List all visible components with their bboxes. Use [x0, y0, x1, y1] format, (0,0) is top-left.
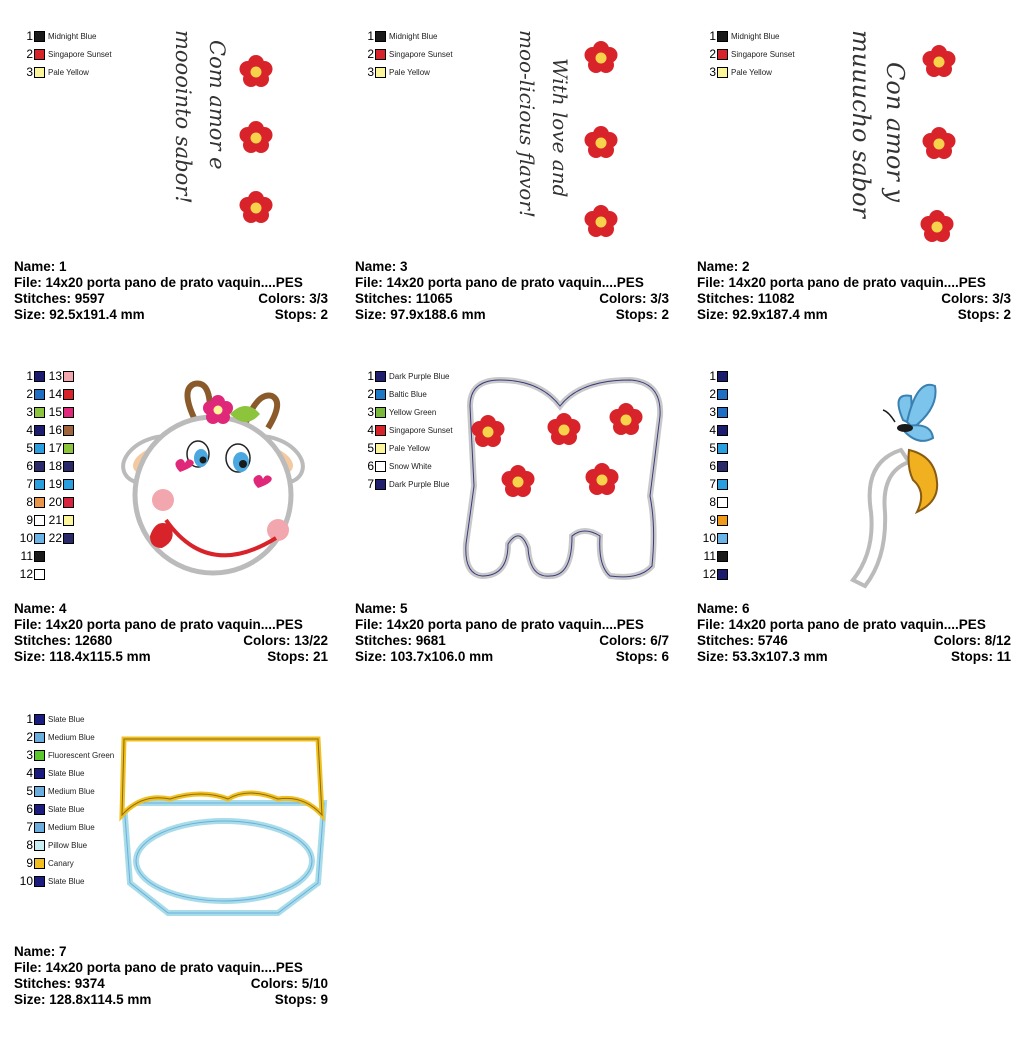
- thread-swatch: [717, 443, 728, 454]
- thread-row: 4 Singapore Sunset: [367, 423, 453, 437]
- thread-swatch: [63, 497, 74, 508]
- thread-swatch: [34, 858, 45, 869]
- thread-swatch: [375, 479, 386, 490]
- thread-swatch: [717, 67, 728, 78]
- thread-row: 7 Medium Blue: [26, 820, 95, 834]
- design-stops: Stops: 21: [267, 649, 328, 664]
- thread-swatch: [34, 425, 45, 436]
- design-info: [355, 259, 669, 323]
- design-name: Name: 7: [14, 944, 67, 959]
- pot-lid-oval: [136, 821, 312, 901]
- script-text-line-1: Con amor y: [881, 62, 909, 203]
- thread-swatch: [34, 786, 45, 797]
- flower-icon: [240, 191, 273, 223]
- thread-swatch: [34, 876, 45, 887]
- tail-tuft: [909, 450, 938, 512]
- thread-swatch: [63, 443, 74, 454]
- thread-swatch: [717, 533, 728, 544]
- thread-swatch: [34, 461, 45, 472]
- thread-swatch: [717, 515, 728, 526]
- thread-palette: [702, 27, 795, 81]
- thread-row: 7 19: [19, 475, 45, 493]
- design-name: Name: 4: [14, 601, 67, 616]
- thread-swatch: [34, 67, 45, 78]
- thread-swatch: [63, 515, 74, 526]
- design-colors: Colors: 8/12: [933, 633, 1011, 648]
- thread-row: 3 Pale Yellow: [709, 65, 772, 79]
- design-card-2[interactable]: [697, 0, 1015, 330]
- design-info: [355, 601, 669, 665]
- thread-row: 6 Snow White: [367, 459, 432, 473]
- thread-row: 3 Yellow Green: [367, 405, 437, 419]
- design-info: [14, 944, 328, 1008]
- cheek-right: [267, 519, 289, 541]
- thread-row: 9: [702, 511, 728, 529]
- thread-row: 2 Singapore Sunset: [26, 47, 112, 61]
- design-colors: Colors: 3/3: [599, 291, 669, 306]
- thread-swatch: [34, 804, 45, 815]
- thread-row: 6: [702, 457, 728, 475]
- thread-row: 1 Midnight Blue: [367, 29, 438, 43]
- script-text-line-2: moo-licious flavor!: [515, 30, 539, 218]
- thread-row: 12: [19, 565, 45, 583]
- thread-swatch: [63, 371, 74, 382]
- design-colors: Colors: 6/7: [599, 633, 669, 648]
- thread-swatch: [375, 67, 386, 78]
- thread-swatch: [63, 425, 74, 436]
- thread-swatch: [34, 443, 45, 454]
- thread-row: 2: [702, 385, 728, 403]
- flower-icon: [921, 210, 954, 242]
- thread-swatch: [34, 31, 45, 42]
- thread-row: 7: [702, 475, 728, 493]
- thread-row: 3 Fluorescent Green: [26, 748, 115, 762]
- design-size: Size: 128.8x114.5 mm: [14, 992, 152, 1007]
- thread-row: 1: [702, 367, 728, 385]
- cow-face-preview: [118, 370, 308, 580]
- thread-swatch: [375, 389, 386, 400]
- thread-row: 9 21: [19, 511, 45, 529]
- script-text-line-1: With love and: [548, 58, 572, 198]
- design-file: File: 14x20 porta pano de prato vaquin....PES: [697, 275, 986, 290]
- design-info: [14, 259, 328, 323]
- thread-row: 8: [702, 493, 728, 511]
- thread-row: 3: [702, 403, 728, 421]
- design-name: Name: 1: [14, 259, 67, 274]
- design-card-4[interactable]: [14, 342, 332, 672]
- thread-swatch: [375, 443, 386, 454]
- design-file: File: 14x20 porta pano de prato vaquin....PES: [14, 275, 303, 290]
- thread-swatch: [63, 479, 74, 490]
- thread-swatch: [63, 389, 74, 400]
- thread-row: 6 Slate Blue: [26, 802, 85, 816]
- flower-icon: [585, 126, 618, 158]
- thread-swatch: [34, 371, 45, 382]
- design-card-6[interactable]: [697, 342, 1015, 672]
- flower-icon: [240, 121, 273, 153]
- thread-row: 2 Singapore Sunset: [709, 47, 795, 61]
- thread-row: 4: [702, 421, 728, 439]
- flower-icon: [923, 127, 956, 159]
- thread-row: 1 Dark Purple Blue: [367, 369, 450, 383]
- thread-swatch: [375, 371, 386, 382]
- design-preview-script: [505, 30, 625, 255]
- thread-swatch: [34, 714, 45, 725]
- thread-swatch: [717, 49, 728, 60]
- thread-swatch: [34, 732, 45, 743]
- thread-row: 4 Slate Blue: [26, 766, 85, 780]
- thread-row: 4 16: [19, 421, 45, 439]
- thread-swatch: [34, 840, 45, 851]
- design-name: Name: 2: [697, 259, 750, 274]
- design-file: File: 14x20 porta pano de prato vaquin....PES: [697, 617, 986, 632]
- thread-row: 3 Pale Yellow: [26, 65, 89, 79]
- design-card-7[interactable]: [14, 685, 332, 1015]
- flower-icon: [240, 55, 273, 87]
- design-card-5[interactable]: [355, 342, 673, 672]
- script-text-line-2: muuucho sabor: [847, 30, 875, 219]
- butterfly-icon: [883, 385, 936, 441]
- thread-row: 5: [702, 439, 728, 457]
- design-card-3[interactable]: [355, 0, 673, 330]
- thread-row: 5 17: [19, 439, 45, 457]
- thread-swatch: [34, 479, 45, 490]
- thread-swatch: [717, 497, 728, 508]
- thread-row: 3 15: [19, 403, 45, 421]
- thread-swatch: [63, 407, 74, 418]
- thread-row: 5 Medium Blue: [26, 784, 95, 798]
- thread-row: 5 Pale Yellow: [367, 441, 430, 455]
- thread-swatch: [63, 533, 74, 544]
- design-size: Size: 118.4x115.5 mm: [14, 649, 151, 664]
- design-colors: Colors: 3/3: [941, 291, 1011, 306]
- thread-row: 9 Canary: [26, 856, 74, 870]
- thread-swatch: [63, 461, 74, 472]
- thread-swatch: [34, 533, 45, 544]
- design-file: File: 14x20 porta pano de prato vaquin....PES: [14, 617, 303, 632]
- thread-palette: [19, 27, 112, 81]
- design-stops: Stops: 2: [274, 307, 328, 322]
- thread-row: 8 20: [19, 493, 45, 511]
- design-info: [14, 601, 328, 665]
- thread-row: 2 Baltic Blue: [367, 387, 427, 401]
- design-colors: Colors: 5/10: [250, 976, 328, 991]
- thread-row: 1 13: [19, 367, 45, 385]
- design-file: File: 14x20 porta pano de prato vaquin....PES: [14, 960, 303, 975]
- design-file: File: 14x20 porta pano de prato vaquin....PES: [355, 275, 644, 290]
- thread-swatch: [717, 551, 728, 562]
- thread-row: 10 Slate Blue: [19, 874, 85, 888]
- design-card-1[interactable]: [14, 0, 332, 330]
- thread-swatch: [34, 750, 45, 761]
- thread-row: 7 Dark Purple Blue: [367, 477, 450, 491]
- design-colors: Colors: 3/3: [258, 291, 328, 306]
- design-stitches: Stitches: 9597: [14, 291, 105, 306]
- thread-swatch: [717, 461, 728, 472]
- thread-row: 1 Midnight Blue: [26, 29, 97, 43]
- design-stitches: Stitches: 11082: [697, 291, 795, 306]
- design-stops: Stops: 11: [950, 649, 1011, 664]
- flower-icon: [585, 41, 618, 73]
- flower-icon: [585, 205, 618, 237]
- thread-swatch: [717, 425, 728, 436]
- thread-swatch: [34, 768, 45, 779]
- thread-row: 10 22: [19, 529, 45, 547]
- thread-row: 10: [702, 529, 728, 547]
- cheek-left: [152, 489, 174, 511]
- thread-row: 8 Pillow Blue: [26, 838, 88, 852]
- thread-swatch: [717, 31, 728, 42]
- design-stops: Stops: 9: [274, 992, 328, 1007]
- design-name: Name: 6: [697, 601, 750, 616]
- thread-palette: [19, 710, 114, 890]
- design-size: Size: 53.3x107.3 mm: [697, 649, 828, 664]
- thread-swatch: [34, 497, 45, 508]
- thread-row: 2 14: [19, 385, 45, 403]
- cow-body-preview: [460, 376, 670, 582]
- thread-swatch: [375, 407, 386, 418]
- design-stitches: Stitches: 5746: [697, 633, 788, 648]
- script-text-line-1: Com amor e: [205, 40, 229, 170]
- thread-swatch: [34, 515, 45, 526]
- design-size: Size: 92.5x191.4 mm: [14, 307, 145, 322]
- thread-row: 11: [702, 547, 728, 565]
- design-info: [697, 259, 1011, 323]
- thread-palette: [360, 27, 453, 81]
- design-stitches: Stitches: 9374: [14, 976, 105, 991]
- thread-palette: [19, 367, 62, 583]
- thread-swatch: [717, 479, 728, 490]
- thread-swatch: [34, 49, 45, 60]
- design-file: File: 14x20 porta pano de prato vaquin....PES: [355, 617, 644, 632]
- design-colors: Colors: 13/22: [243, 633, 328, 648]
- thread-swatch: [717, 569, 728, 580]
- design-preview-script: [847, 30, 967, 255]
- thread-row: 2 Singapore Sunset: [367, 47, 453, 61]
- pot-preview: [118, 733, 330, 917]
- thread-row: 11: [19, 547, 45, 565]
- design-name: Name: 5: [355, 601, 408, 616]
- thread-swatch: [34, 389, 45, 400]
- design-stops: Stops: 2: [615, 307, 669, 322]
- design-stitches: Stitches: 11065: [355, 291, 453, 306]
- design-stitches: Stitches: 12680: [14, 633, 113, 648]
- thread-swatch: [34, 551, 45, 562]
- tail-strip: [853, 450, 909, 586]
- thread-swatch: [34, 569, 45, 580]
- cow-eye-right: [226, 444, 250, 472]
- thread-swatch: [375, 425, 386, 436]
- thread-row: 1 Slate Blue: [26, 712, 85, 726]
- thread-palette: [360, 367, 453, 493]
- thread-swatch: [34, 822, 45, 833]
- thread-row: 3 Pale Yellow: [367, 65, 430, 79]
- design-size: Size: 92.9x187.4 mm: [697, 307, 828, 322]
- design-size: Size: 103.7x106.0 mm: [355, 649, 494, 664]
- thread-swatch: [375, 49, 386, 60]
- thread-row: 6 18: [19, 457, 45, 475]
- design-size: Size: 97.9x188.6 mm: [355, 307, 486, 322]
- thread-row: 1 Midnight Blue: [709, 29, 780, 43]
- cow-tail-preview: [843, 372, 963, 592]
- thread-swatch: [375, 461, 386, 472]
- thread-swatch: [717, 389, 728, 400]
- script-text-line-2: mooointo sabor!: [171, 30, 195, 204]
- thread-swatch: [375, 31, 386, 42]
- design-stops: Stops: 6: [615, 649, 669, 664]
- thread-row: 12: [702, 565, 728, 583]
- design-stops: Stops: 2: [957, 307, 1011, 322]
- design-info: [697, 601, 1011, 665]
- thread-swatch: [717, 407, 728, 418]
- design-name: Name: 3: [355, 259, 408, 274]
- thread-swatch: [34, 407, 45, 418]
- thread-row: 2 Medium Blue: [26, 730, 95, 744]
- flower-icon: [923, 45, 956, 77]
- design-stitches: Stitches: 9681: [355, 633, 446, 648]
- design-preview-script: [164, 30, 284, 255]
- thread-swatch: [717, 371, 728, 382]
- thread-palette: [702, 367, 728, 583]
